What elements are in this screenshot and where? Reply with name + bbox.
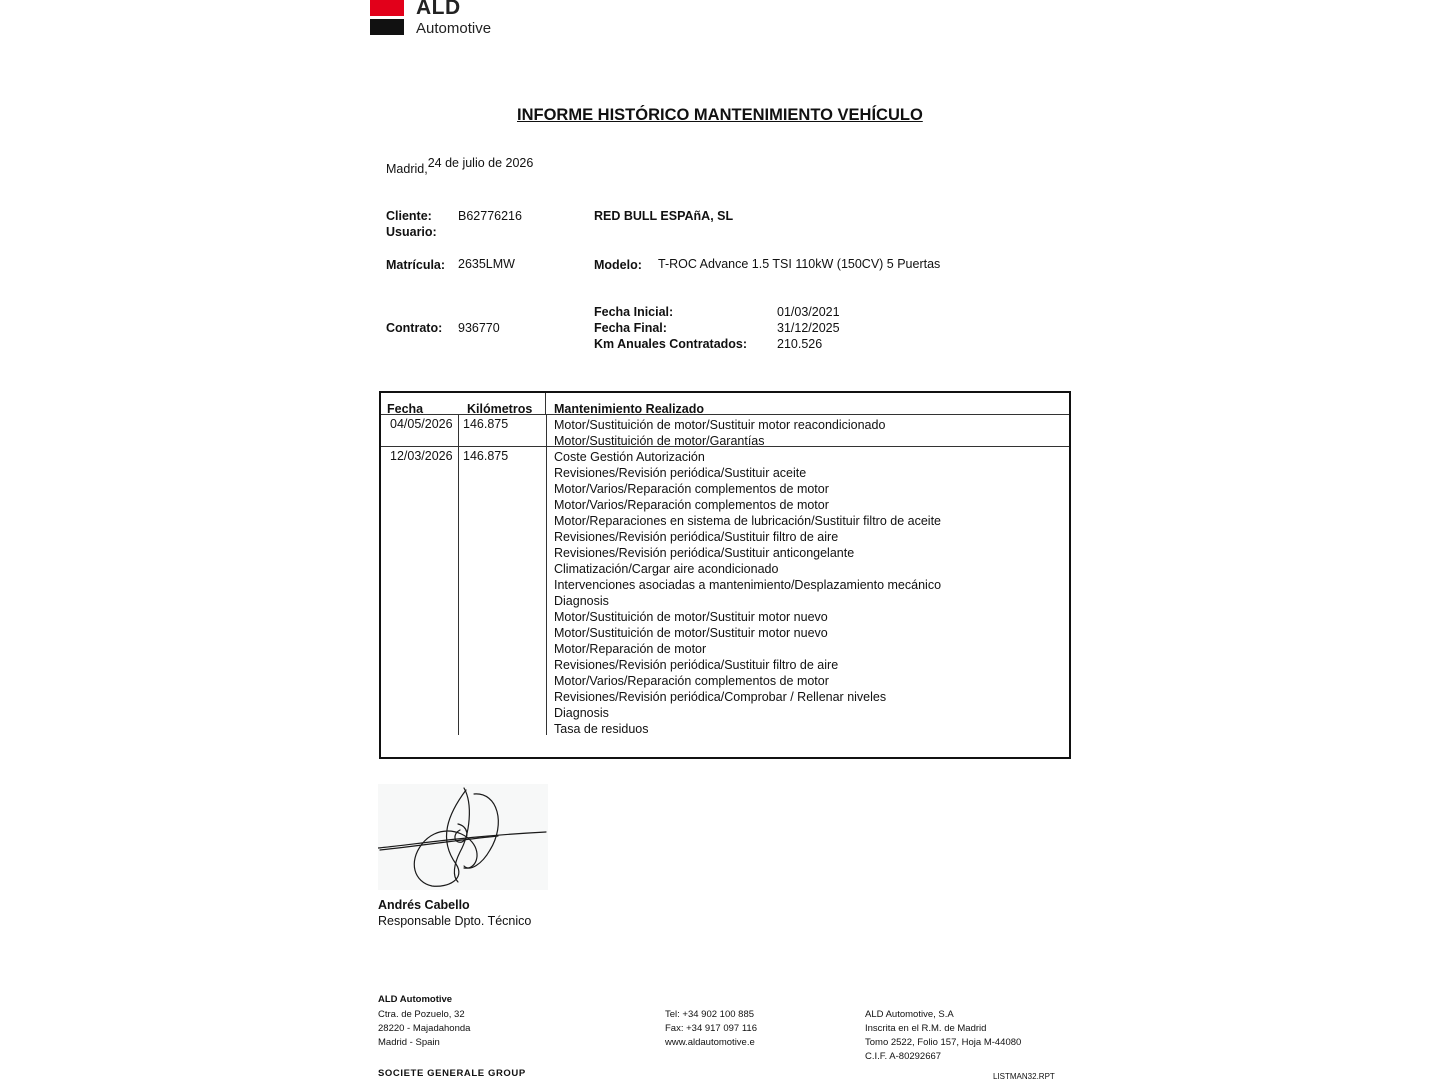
logo-subtitle: Automotive (416, 20, 492, 37)
row-mantenimiento-item: Tasa de residuos (554, 722, 649, 736)
document-date: 24 de julio de 2026 (427, 156, 534, 170)
place-date (386, 156, 534, 176)
km-value: 210.526 (777, 337, 823, 351)
company-logo-mark (370, 0, 404, 35)
row-mantenimiento-item: Revisiones/Revisión periódica/Sustituir filtro de aire (554, 658, 839, 672)
logo-brand: ALD (416, 0, 461, 19)
row-mantenimiento-item: Motor/Sustituición de motor/Sustituir motor nuevo (554, 610, 828, 624)
row-fecha: 04/05/2026 (390, 417, 453, 431)
modelo-label: Modelo: (594, 258, 642, 272)
footer-legal (865, 1008, 1021, 1064)
fecha-final-value: 31/12/2025 (777, 321, 840, 335)
cliente-id: B62776216 (458, 209, 522, 223)
report-code: LISTMAN32.RPT (993, 1072, 1055, 1081)
matricula-value: 2635LMW (458, 257, 515, 271)
col-divider-km (546, 414, 547, 735)
signer-role: Responsable Dpto. Técnico (378, 914, 532, 928)
footer-web: www.aldautomotive.e (665, 1037, 755, 1048)
row-mantenimiento-item: Motor/Varios/Reparación complementos de motor (554, 498, 829, 512)
row-mantenimiento-item: Diagnosis (554, 706, 609, 720)
fecha-inicial-label: Fecha Inicial: (594, 305, 674, 319)
document-title: INFORME HISTÓRICO MANTENIMIENTO VEHÍCULO (517, 106, 923, 124)
row-mantenimiento-item: Climatización/Cargar aire acondicionado (554, 562, 779, 576)
footer-contact (665, 1008, 757, 1050)
contrato-value: 936770 (458, 321, 500, 335)
row-mantenimiento-item: Motor/Reparaciones en sistema de lubricación/Sustituir filtro de aceite (554, 514, 941, 528)
footer-legal-line3: Tomo 2522, Folio 157, Hoja M-44080 (865, 1037, 1022, 1048)
fecha-inicial-value: 01/03/2021 (777, 305, 840, 319)
row-mantenimiento-item: Coste Gestión Autorización (554, 450, 705, 464)
signature-scribble (378, 784, 548, 890)
fecha-final-label: Fecha Final: (594, 321, 667, 335)
row-mantenimiento-item: Revisiones/Revisión periódica/Comprobar / Rellenar niveles (554, 690, 887, 704)
row-mantenimiento-item: Revisiones/Revisión periódica/Sustituir aceite (554, 466, 807, 480)
row-fecha: 12/03/2026 (390, 449, 453, 463)
footer-company: ALD Automotive (378, 994, 453, 1005)
row-mantenimiento-item: Revisiones/Revisión periódica/Sustituir anticongelante (554, 546, 855, 560)
row-mantenimiento-item: Intervenciones asociadas a mantenimiento/Desplazamiento mecánico (554, 578, 942, 592)
footer-address-line3: Madrid - Spain (378, 1037, 440, 1048)
footer-legal-line1: ALD Automotive, S.A (865, 1009, 954, 1020)
footer-address (378, 1008, 470, 1050)
row-mantenimiento-item: Revisiones/Revisión periódica/Sustituir filtro de aire (554, 530, 839, 544)
footer-legal-line4: C.I.F. A-80292667 (865, 1051, 942, 1062)
signer-name: Andrés Cabello (378, 898, 470, 912)
row-mantenimiento-item: Motor/Sustituición de motor/Garantías (554, 434, 765, 448)
header-fecha: Fecha (387, 402, 424, 416)
footer-legal-line2: Inscrita en el R.M. de Madrid (865, 1023, 987, 1034)
usuario-label: Usuario: (386, 225, 437, 239)
row-mantenimiento-item: Motor/Reparación de motor (554, 642, 707, 656)
row-kilometros: 146.875 (463, 449, 509, 463)
place-city: Madrid, (386, 162, 428, 176)
row-mantenimiento-item: Diagnosis (554, 594, 609, 608)
km-label: Km Anuales Contratados: (594, 337, 748, 351)
signature-image (378, 784, 548, 890)
footer-tel: Tel: +34 902 100 885 (665, 1009, 755, 1020)
cliente-label: Cliente: (386, 209, 432, 223)
contrato-label: Contrato: (386, 321, 443, 335)
row-mantenimiento-item: Motor/Sustituición de motor/Sustituir motor nuevo (554, 626, 828, 640)
header-kilometros: Kilómetros (467, 402, 533, 416)
row-mantenimiento-item: Motor/Varios/Reparación complementos de motor (554, 482, 829, 496)
header-col-divider (545, 393, 546, 414)
row-mantenimiento-item: Motor/Sustituición de motor/Sustituir motor reacondicionado (554, 418, 886, 432)
row-mantenimiento-item: Motor/Varios/Reparación complementos de motor (554, 674, 829, 688)
cliente-name: RED BULL ESPAñA, SL (594, 209, 734, 223)
header-mantenimiento: Mantenimiento Realizado (554, 402, 705, 416)
footer-fax: Fax: +34 917 097 116 (665, 1023, 757, 1034)
col-divider-fecha (458, 414, 459, 735)
modelo-value: T-ROC Advance 1.5 TSI 110kW (150CV) 5 Puertas (658, 257, 941, 271)
row-kilometros: 146.875 (463, 417, 509, 431)
footer-address-line2: 28220 - Majadahonda (378, 1023, 471, 1034)
maintenance-table (379, 391, 1071, 759)
footer-address-line1: Ctra. de Pozuelo, 32 (378, 1009, 465, 1020)
matricula-label: Matrícula: (386, 258, 446, 272)
footer-group: SOCIETE GENERALE GROUP (378, 1068, 526, 1079)
